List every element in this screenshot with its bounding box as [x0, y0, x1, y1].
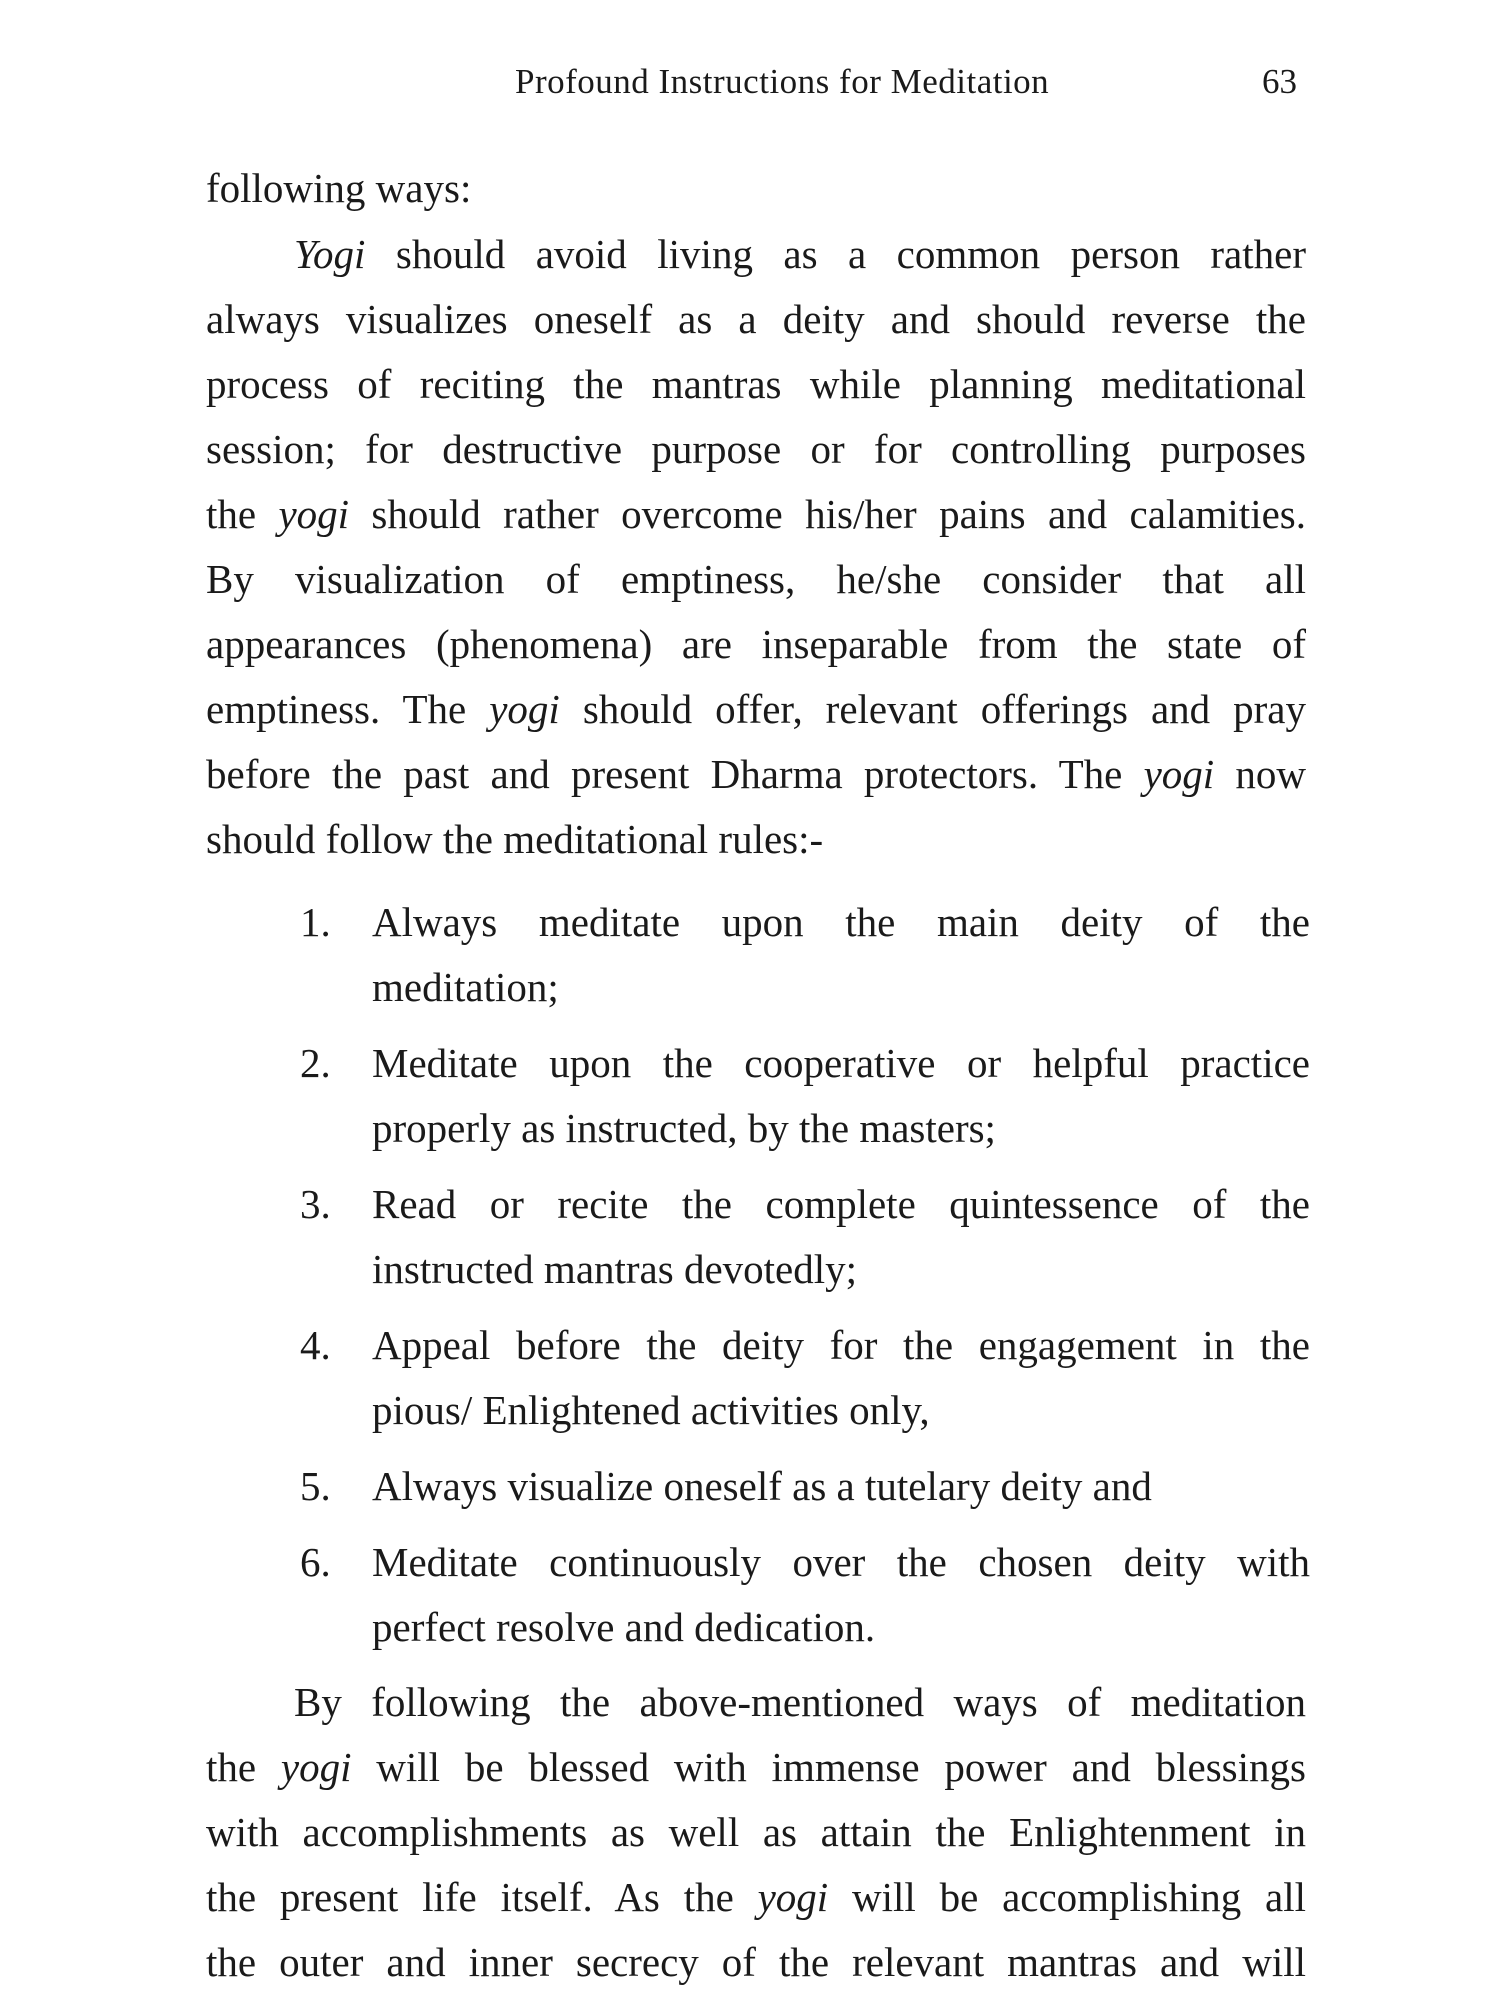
text-line: session; for destructive purpose or for controlling purposes: [206, 426, 1306, 472]
italic-term: Yogi: [294, 231, 366, 277]
text-line: Meditate upon the cooperative or helpful practice: [372, 1040, 1310, 1086]
text-line: the yogi should rather overcome his/her pains and calamities.: [206, 491, 1306, 537]
list-number: 6.: [300, 1539, 331, 1585]
list-number: 2.: [300, 1040, 331, 1086]
text-line: the present life itself. As the yogi will be accomplishing all: [206, 1874, 1306, 1920]
list-item: [300, 1530, 1310, 1660]
text-line: with accomplishments as well as attain the Enlightenment in: [206, 1809, 1306, 1855]
list-number: 4.: [300, 1322, 331, 1368]
italic-term: yogi: [757, 1874, 829, 1920]
text-line: the yogi will be blessed with immense power and blessings: [206, 1744, 1306, 1790]
text-line: meditation;: [372, 964, 559, 1010]
italic-term: yogi: [489, 686, 560, 732]
text-line: the outer and inner secrecy of the relevant mantras and will: [206, 1939, 1306, 1985]
text-line: instructed mantras devotedly;: [372, 1246, 858, 1292]
paragraph-yogi-practice: [206, 222, 1306, 872]
text-line: Always visualize oneself as a tutelary deity and: [372, 1463, 1152, 1509]
text-line: emptiness. The yogi should offer, relevant offerings and pray: [206, 686, 1306, 732]
paragraph-conclusion: [206, 1670, 1306, 1995]
text-line: before the past and present Dharma protectors. The yogi now: [206, 751, 1306, 797]
text-line: following ways:: [206, 165, 472, 211]
text-line: By visualization of emptiness, he/she consider that all: [206, 556, 1306, 602]
italic-term: yogi: [278, 491, 350, 537]
text-line: properly as instructed, by the masters;: [372, 1105, 996, 1151]
italic-term: yogi: [280, 1744, 352, 1790]
list-number: 3.: [300, 1181, 331, 1227]
italic-term: yogi: [1143, 751, 1215, 797]
list-item: [300, 1172, 1310, 1302]
text-line: Read or recite the complete quintessence of the: [372, 1181, 1310, 1227]
paragraph-intro: [206, 156, 1306, 221]
text-line: should follow the meditational rules:-: [206, 816, 824, 862]
meditation-rules-list: [300, 890, 1310, 1671]
text-line: Yogi should avoid living as a common person rather: [294, 231, 1306, 277]
text-line: By following the above-mentioned ways of meditation: [294, 1679, 1306, 1725]
running-title: Profound Instructions for Meditation: [515, 62, 1050, 101]
text-line: perfect resolve and dedication.: [372, 1604, 876, 1650]
list-item: [300, 1454, 1310, 1519]
text-line: pious/ Enlightened activities only,: [372, 1387, 930, 1433]
list-number: 1.: [300, 899, 331, 945]
page-number: 63: [1262, 62, 1297, 101]
list-item: [300, 1031, 1310, 1161]
text-line: appearances (phenomena) are inseparable from the state of: [206, 621, 1306, 667]
list-item: [300, 1313, 1310, 1443]
list-number: 5.: [300, 1463, 331, 1509]
text-line: Meditate continuously over the chosen deity with: [372, 1539, 1310, 1585]
text-line: Always meditate upon the main deity of the: [372, 899, 1310, 945]
list-item: [300, 890, 1310, 1020]
text-line: process of reciting the mantras while planning meditational: [206, 361, 1306, 407]
text-line: always visualizes oneself as a deity and should reverse the: [206, 296, 1306, 342]
text-line: Appeal before the deity for the engagement in the: [372, 1322, 1310, 1368]
